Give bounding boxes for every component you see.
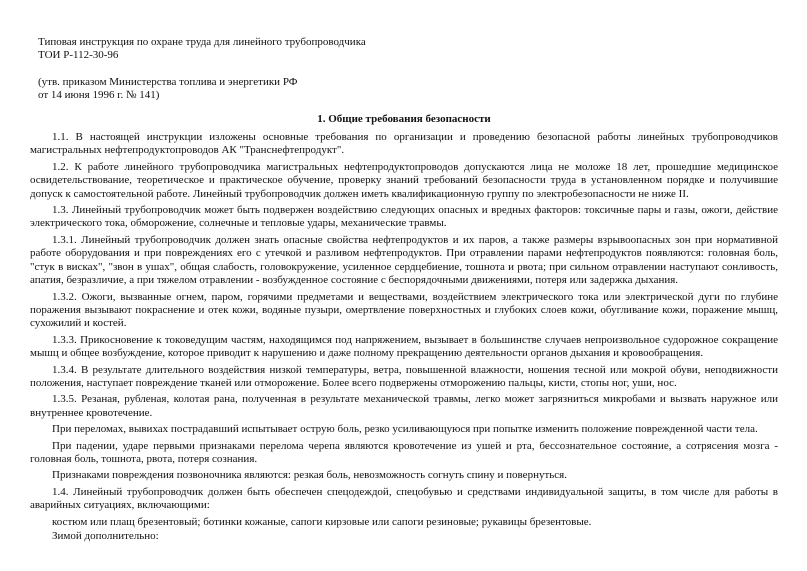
paragraph: Зимой дополнительно: <box>52 530 159 542</box>
paragraph: 1.1. В настоящей инструкции изложены основные требования по организации и проведению безопасной работы линейных трубопроводчиков магистральных нефтепродуктопроводов АК "Транснефтепродукт". <box>30 131 778 157</box>
paragraph: 1.3.4. В результате длительного воздействия низкой температуры, ветра, повышенной влажности, ношения тесной или мокрой обуви, неподвижности положения, наступает повреждение тканей или отморожение. Более всего подвержены отморожению пальцы, кисти, стопы ног, уши, нос. <box>30 363 778 389</box>
paragraph: 1.3.2. Ожоги, вызванные огнем, паром, горячими предметами и веществами, воздействием электрического тока или электрической дуги по глубине поражения вызывают покраснение и отек кожи, водяные пузыри, омертвление поверхностных и глубоких слоев кожи, обугливание кожи, поражение мышц, сухожилий и костей. <box>30 290 778 330</box>
approval-line-1: (утв. приказом Министерства топлива и энергетики РФ <box>38 75 298 88</box>
paragraph: 1.4. Линейный трубопроводчик должен быть обеспечен спецодеждой, спецобувью и средствами индивидуальной защиты, в том числе для работы в аварийных ситуациях, включающими: <box>30 485 778 512</box>
section-title: 1. Общие требования безопасности <box>317 112 491 125</box>
paragraph: 1.3.3. Прикосновение к токоведущим частям, находящимся под напряжением, вызывает в большинстве случаев непроизвольное судорожное сокращение мышц и общее возбуждение, которое приводит к нарушению и даже полному прекращению деятельности органов дыхания и кровообращения. <box>30 333 778 360</box>
paragraph: 1.3.5. Резаная, рубленая, колотая рана, полученная в результате механической травмы, легко может загрязниться микробами и вызвать наружное или внутреннее кровотечение. <box>30 393 778 419</box>
paragraph: 1.3.1. Линейный трубопроводчик должен знать опасные свойства нефтепродуктов и их паров, а также размеры взрывоопасных зон при нормативной работе оборудования и при повреждениях его с утечкой и разливом нефтепродуктов. При отравлении парами нефтепродуктов появляются: головная боль, "стук в висках", "звон в ушах", общая слабость, головокружение, усиленное сердцебиение, тошнота и рвота; при сильном отравлении наступают сонливость, апатия, безразличие, а при тяжелом отравлении - возбужденное состояние с беспорядочными движениями, потеря или задержка дыхания. <box>30 233 778 287</box>
section-body <box>30 131 778 543</box>
document-code: ТОИ Р-112-30-96 <box>38 49 119 62</box>
header-spacer <box>30 63 778 76</box>
document-page <box>30 36 778 544</box>
approval-line-2: от 14 июня 1996 г. № 141) <box>38 89 160 102</box>
paragraph: Признаками повреждения позвоночника являются: резкая боль, невозможность согнуть спину и повернуться. <box>52 469 567 482</box>
paragraph: При переломах, вывихах пострадавший испытывает острую боль, резко усиливающуюся при попытке изменить положение поврежденной части тела. <box>52 423 758 436</box>
paragraph: 1.2. К работе линейного трубопроводчика магистральных нефтепродуктопроводов допускаются лица не моложе 18 лет, прошедшие медицинское освидетельствование, теоретическое и практическое обучение, проверку знаний требований безопасности труда в установленном порядке и получившие допуск к самостоятельной работе. Линейный трубопроводчик должен иметь квалификационную группу по электробезопасности не ниже II. <box>30 160 778 200</box>
paragraph: 1.3. Линейный трубопроводчик может быть подвержен воздействию следующих опасных и вредных факторов: токсичные пары и газы, ожоги, действие электрического тока, обморожение, солнечные и тепловые удары, механические травмы. <box>30 204 778 230</box>
document-title: Типовая инструкция по охране труда для линейного трубопроводчика <box>38 36 366 48</box>
paragraph: При падении, ударе первыми признаками перелома черепа являются кровотечение из ушей и рта, бессознательное состояние, а сотрясения мозга - головная боль, тошнота, рвота, потеря сознания. <box>30 439 778 465</box>
paragraph: костюм или плащ брезентовый; ботинки кожаные, сапоги кирзовые или сапоги резиновые; рукавицы брезентовые. <box>52 515 592 528</box>
document-header <box>30 36 778 103</box>
